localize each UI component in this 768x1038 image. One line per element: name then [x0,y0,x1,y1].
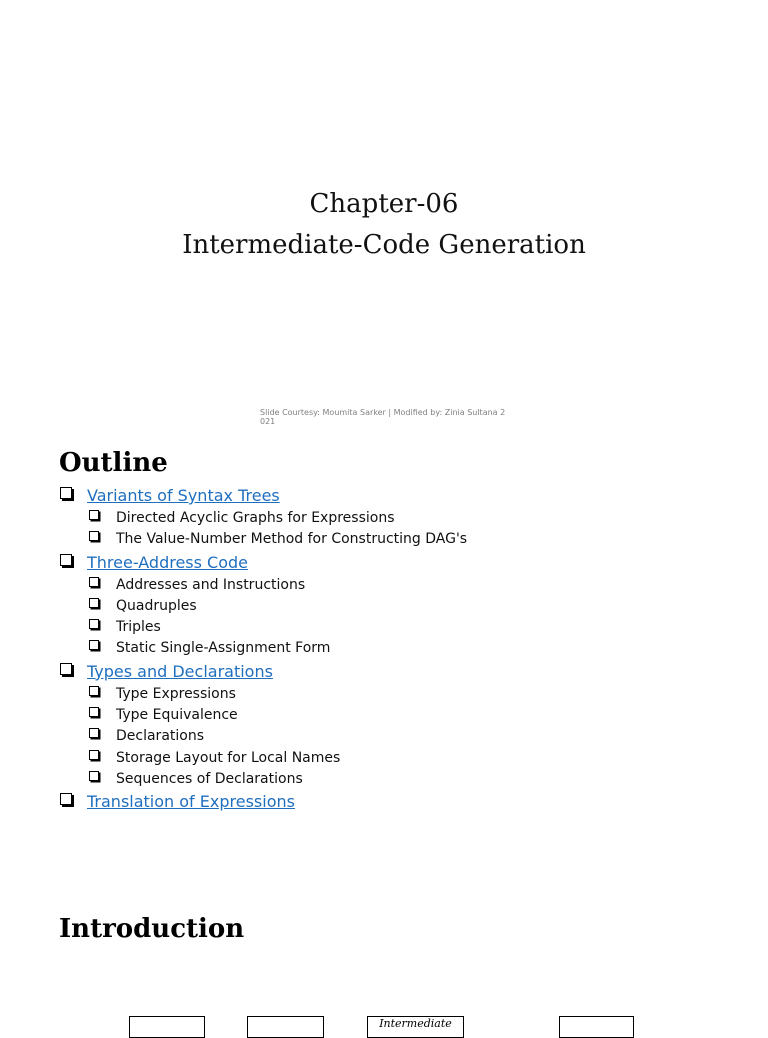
outline-section-link[interactable]: Translation of Expressions [87,792,295,812]
outline-subitem [59,726,739,747]
outline-subitem [59,748,739,769]
chapter-name: Intermediate-Code Generation [182,230,586,260]
checkbox-bullet-icon [89,577,99,587]
diagram-box [129,1016,205,1038]
chapter-title [0,184,768,266]
outline-subitem-label: Directed Acyclic Graphs for Expressions [116,510,395,526]
diagram-box-label: Intermediate [379,1017,452,1030]
outline-subitem-label: Type Expressions [116,685,236,702]
checkbox-bullet-icon [89,750,99,760]
outline-subitem [59,508,739,529]
checkbox-bullet-icon [60,793,72,805]
outline-list [59,484,739,814]
checkbox-bullet-icon [89,510,99,520]
outline-section-link[interactable]: Types and Declarations [87,661,273,681]
outline-subitem [59,684,739,705]
checkbox-bullet-icon [60,487,72,499]
outline-subitem-label: Declarations [116,728,205,745]
checkbox-bullet-icon [60,663,72,675]
outline-section [59,551,739,575]
checkbox-bullet-icon [89,707,99,717]
outline-subitem-label: Sequences of Declarations [116,770,303,787]
outline-subitem [59,617,739,638]
outline-section [59,484,739,508]
outline-subitem [59,705,739,726]
chapter-number: Chapter-06 [309,189,459,219]
outline-subitem [59,769,739,790]
outline-subitem [59,638,739,659]
checkbox-bullet-icon [89,771,99,781]
outline-subitem-label: Type Equivalence [116,707,238,724]
checkbox-bullet-icon [60,554,72,566]
introduction-heading: Introduction [59,914,245,944]
outline-subitem-label: Storage Layout for Local Names [116,749,341,766]
outline-subitem-label: Static Single-Assignment Form [116,640,331,657]
outline-subitem [59,529,739,550]
diagram-box-intermediate [367,1016,464,1038]
outline-subitem-label: Addresses and Instructions [116,576,306,593]
checkbox-bullet-icon [89,686,99,696]
checkbox-bullet-icon [89,531,99,541]
diagram-box [559,1016,634,1038]
checkbox-bullet-icon [89,619,99,629]
outline-subitem [59,596,739,617]
outline-section [59,660,739,684]
checkbox-bullet-icon [89,728,99,738]
outline-section [59,790,739,814]
diagram-box [247,1016,324,1038]
checkbox-bullet-icon [89,640,99,650]
slide-courtesy: Slide Courtesy: Moumita Sarker | Modified by: Zinia Sultana 2021 [260,408,506,426]
outline-section-link[interactable]: Three-Address Code [87,552,249,572]
outline-heading: Outline [59,448,168,478]
outline-section-link[interactable]: Variants of Syntax Trees [87,486,280,505]
outline-subitem-label: The Value-Number Method for Constructing DAG's [116,531,468,548]
checkbox-bullet-icon [89,598,99,608]
outline-subitem-label: Triples [116,619,161,636]
outline-subitem [59,575,739,596]
outline-subitem-label: Quadruples [116,597,197,614]
